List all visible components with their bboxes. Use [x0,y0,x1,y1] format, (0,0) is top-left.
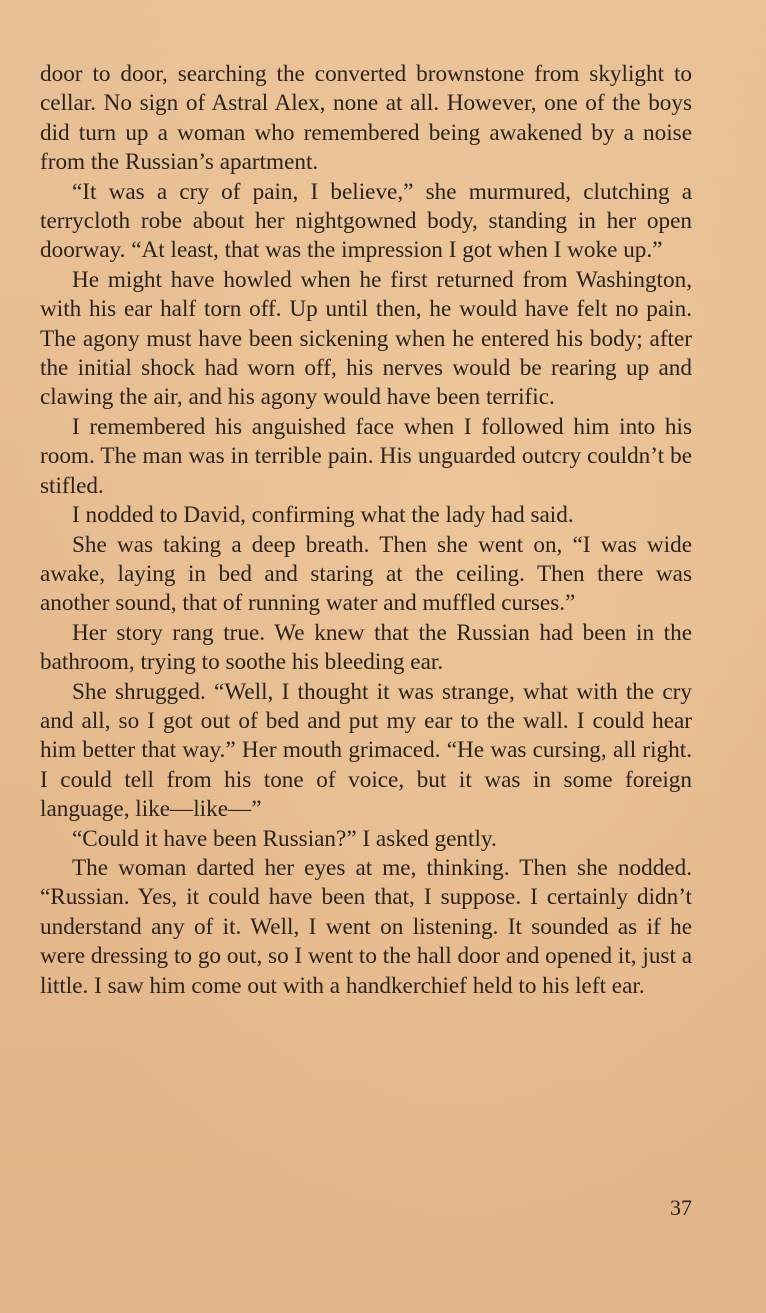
page-number: 37 [670,1195,692,1220]
paragraph-7: Her story rang true. We knew that the Russian had been in the bathroom, trying to soothe his bleeding ear. [40,619,692,676]
paragraph-1: door to door, searching the converted brownstone from skylight to cellar. No sign of Astral Alex, none at all. However, one of the boys did turn up a woman who remembered being awakened by a noise from the Russian’s apartment. [40,61,692,176]
paragraph-3: He might have howled when he first returned from Washington, with his ear half torn off. Up until then, he would have felt no pain. The agony must have been sickening when he entered his body; after the initial shock had worn off, his nerves would be rearing up and clawing the air, and his agony would have been terrific. [40,266,692,411]
paragraph-10: The woman darted her eyes at me, thinking. Then she nodded. “Russian. Yes, it could have been that, I suppose. I certainly didn’t understand any of it. Well, I went on listening. It sounded as if he were dressing to go out, so I went to the hall door and opened it, just a little. I saw him come out with a handkerchief held to his left ear. [40,854,692,999]
body-text [40,60,692,1001]
paragraph-8: She shrugged. “Well, I thought it was strange, what with the cry and all, so I got out of bed and put my ear to the wall. I could hear him better that way.” Her mouth grimaced. “He was cursing, all right. I could tell from his tone of voice, but it was in some foreign language, like—like—” [40,678,692,823]
paragraph-9: “Could it have been Russian?” I asked gently. [72,825,497,852]
paragraph-2: “It was a cry of pain, I believe,” she murmured, clutching a terrycloth robe about her nightgowned body, standing in her open doorway. “At least, that was the impression I got when I woke up.” [40,178,692,264]
paragraph-4: I remembered his anguished face when I followed him into his room. The man was in terrible pain. His unguarded outcry couldn’t be stifled. [40,413,692,499]
paragraph-6: She was taking a deep breath. Then she went on, “I was wide awake, laying in bed and staring at the ceiling. Then there was another sound, that of running water and muffled curses.” [40,531,692,617]
paragraph-5: I nodded to David, confirming what the lady had said. [72,502,574,529]
